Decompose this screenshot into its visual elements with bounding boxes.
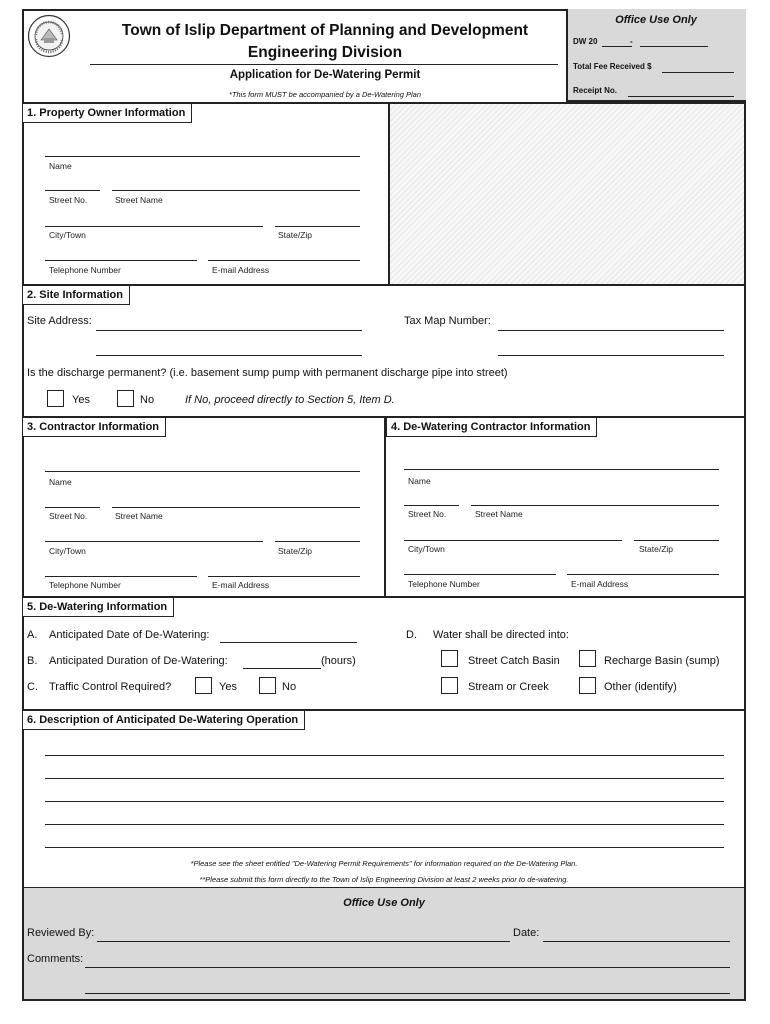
title-line-1: Town of Islip Department of Planning and Development — [121, 22, 529, 39]
office-box-title: Office Use Only — [615, 14, 697, 26]
s3-name-field[interactable] — [45, 471, 360, 472]
divider-s2 — [22, 284, 746, 286]
item-c-label: Traffic Control Required? — [49, 681, 172, 693]
title-rule — [90, 64, 558, 65]
dw-year-field[interactable] — [602, 46, 632, 47]
description-line-1[interactable] — [45, 755, 724, 756]
town-seal — [27, 14, 71, 58]
permanent-question: Is the discharge permanent? (i.e. basement sump pump with permanent discharge pipe into street) — [27, 367, 508, 379]
fee-field[interactable] — [662, 72, 734, 73]
s4-name-field[interactable] — [404, 469, 719, 470]
section-6-title: 6. Description of Anticipated De-Watering Operation — [23, 711, 305, 730]
item-b-label: Anticipated Duration of De-Watering: — [49, 655, 228, 667]
s4-street-name-label: Street Name — [475, 509, 523, 519]
s1-city-label: City/Town — [49, 230, 86, 240]
s4-state-zip-field[interactable] — [634, 540, 719, 541]
office-footer-title: Office Use Only — [343, 897, 425, 909]
s3-street-no-field[interactable] — [45, 507, 100, 508]
s4-name-label: Name — [408, 476, 431, 486]
description-line-2[interactable] — [45, 778, 724, 779]
s1-name-field[interactable] — [45, 156, 360, 157]
item-a-letter: A. — [27, 629, 38, 641]
s1-street-name-field[interactable] — [112, 190, 360, 191]
s3-street-no-label: Street No. — [49, 511, 88, 521]
recharge-basin-label: Recharge Basin (sump) — [604, 655, 720, 667]
recharge-basin-checkbox[interactable] — [579, 650, 596, 667]
item-d-letter: D. — [406, 629, 417, 641]
reviewed-by-label: Reviewed By: — [27, 927, 95, 939]
stream-creek-label: Stream or Creek — [468, 681, 549, 693]
page-title — [90, 20, 560, 64]
dw-number-field[interactable] — [640, 46, 708, 47]
receipt-field[interactable] — [628, 96, 734, 97]
hours-unit: (hours) — [321, 655, 356, 667]
stream-creek-checkbox[interactable] — [441, 677, 458, 694]
traffic-no-checkbox[interactable] — [259, 677, 276, 694]
comments-field-1[interactable] — [85, 967, 730, 968]
permanent-yes-checkbox[interactable] — [47, 390, 64, 407]
section-5-title: 5. De-Watering Information — [23, 598, 174, 617]
comments-label: Comments: — [27, 953, 84, 965]
s1-phone-field[interactable] — [45, 260, 197, 261]
s4-state-zip-label: State/Zip — [639, 544, 674, 554]
s3-email-field[interactable] — [208, 576, 360, 577]
item-b-letter: B. — [27, 655, 38, 667]
dw-separator: - — [630, 37, 633, 46]
form-subtitle: Application for De-Watering Permit — [229, 69, 421, 81]
s3-s4-divider — [384, 417, 386, 597]
s4-street-no-label: Street No. — [408, 509, 447, 519]
s4-email-label: E-mail Address — [571, 579, 629, 589]
site-address-field-2[interactable] — [96, 355, 362, 356]
dewatering-duration-field[interactable] — [243, 668, 321, 669]
section-4-title: 4. De-Watering Contractor Information — [386, 418, 597, 437]
permanent-instruction: If No, proceed directly to Section 5, Item D. — [185, 394, 395, 406]
traffic-yes-checkbox[interactable] — [195, 677, 212, 694]
receipt-label: Receipt No. — [573, 86, 618, 95]
item-a-label: Anticipated Date of De-Watering: — [49, 629, 210, 641]
reviewed-by-field[interactable] — [97, 941, 510, 942]
section-3-title: 3. Contractor Information — [23, 418, 166, 437]
traffic-yes-label: Yes — [219, 681, 237, 693]
footnote-2: **Please submit this form directly to the Town of Islip Engineering Division at least 2 weeks prior to de-watering. — [199, 875, 569, 884]
s3-email-label: E-mail Address — [212, 580, 270, 590]
description-line-3[interactable] — [45, 801, 724, 802]
title-line-2: Engineering Division — [247, 44, 403, 61]
s3-street-name-field[interactable] — [112, 507, 360, 508]
s3-street-name-label: Street Name — [115, 511, 163, 521]
s4-email-field[interactable] — [567, 574, 719, 575]
section-2-title: 2. Site Information — [23, 286, 130, 305]
s3-city-label: City/Town — [49, 546, 86, 556]
plan-note: *This form MUST be accompanied by a De-Watering Plan — [228, 90, 422, 99]
review-date-field[interactable] — [543, 941, 730, 942]
s1-street-no-field[interactable] — [45, 190, 100, 191]
permanent-no-label: No — [140, 394, 155, 406]
s4-phone-label: Telephone Number — [408, 579, 480, 589]
permanent-no-checkbox[interactable] — [117, 390, 134, 407]
s1-street-name-label: Street Name — [115, 195, 163, 205]
street-catch-basin-label: Street Catch Basin — [468, 655, 560, 667]
s4-phone-field[interactable] — [404, 574, 556, 575]
s1-name-label: Name — [49, 161, 72, 171]
dw-label: DW 20 — [573, 37, 598, 46]
comments-field-2[interactable] — [85, 993, 730, 994]
fee-label: Total Fee Received $ — [573, 62, 652, 71]
street-catch-basin-checkbox[interactable] — [441, 650, 458, 667]
section-1-title: 1. Property Owner Information — [23, 104, 192, 123]
s4-street-name-field[interactable] — [471, 505, 719, 506]
tax-map-label: Tax Map Number: — [404, 315, 491, 327]
s1-email-label: E-mail Address — [212, 265, 270, 275]
date-label: Date: — [513, 927, 540, 939]
s1-street-no-label: Street No. — [49, 195, 88, 205]
s4-street-no-field[interactable] — [404, 505, 459, 506]
s3-city-field[interactable] — [45, 541, 263, 542]
permanent-yes-label: Yes — [72, 394, 90, 406]
traffic-no-label: No — [282, 681, 297, 693]
description-line-4[interactable] — [45, 824, 724, 825]
s3-phone-label: Telephone Number — [49, 580, 121, 590]
dewatering-date-field[interactable] — [220, 642, 357, 643]
hatched-area — [390, 104, 744, 284]
s1-phone-label: Telephone Number — [49, 265, 121, 275]
site-address-label: Site Address: — [27, 315, 92, 327]
tax-map-field-1[interactable] — [498, 330, 724, 331]
footnote-1: *Please see the sheet entitled "De-Watering Permit Requirements" for information required on the De-Watering Plan. — [190, 859, 578, 868]
s1-state-zip-label: State/Zip — [278, 230, 313, 240]
s4-city-label: City/Town — [408, 544, 445, 554]
tax-map-field-2[interactable] — [498, 355, 724, 356]
other-checkbox[interactable] — [579, 677, 596, 694]
s4-city-field[interactable] — [404, 540, 622, 541]
s1-divider — [388, 103, 390, 285]
s3-state-zip-field[interactable] — [275, 541, 360, 542]
s1-email-field[interactable] — [208, 260, 360, 261]
s3-name-label: Name — [49, 477, 72, 487]
other-label: Other (identify) — [604, 681, 677, 693]
site-address-field-1[interactable] — [96, 330, 362, 331]
item-d-label: Water shall be directed into: — [433, 629, 569, 641]
s3-state-zip-label: State/Zip — [278, 546, 313, 556]
description-line-5[interactable] — [45, 847, 724, 848]
s3-phone-field[interactable] — [45, 576, 197, 577]
item-c-letter: C. — [27, 681, 38, 693]
s1-state-zip-field[interactable] — [275, 226, 360, 227]
s1-city-field[interactable] — [45, 226, 263, 227]
